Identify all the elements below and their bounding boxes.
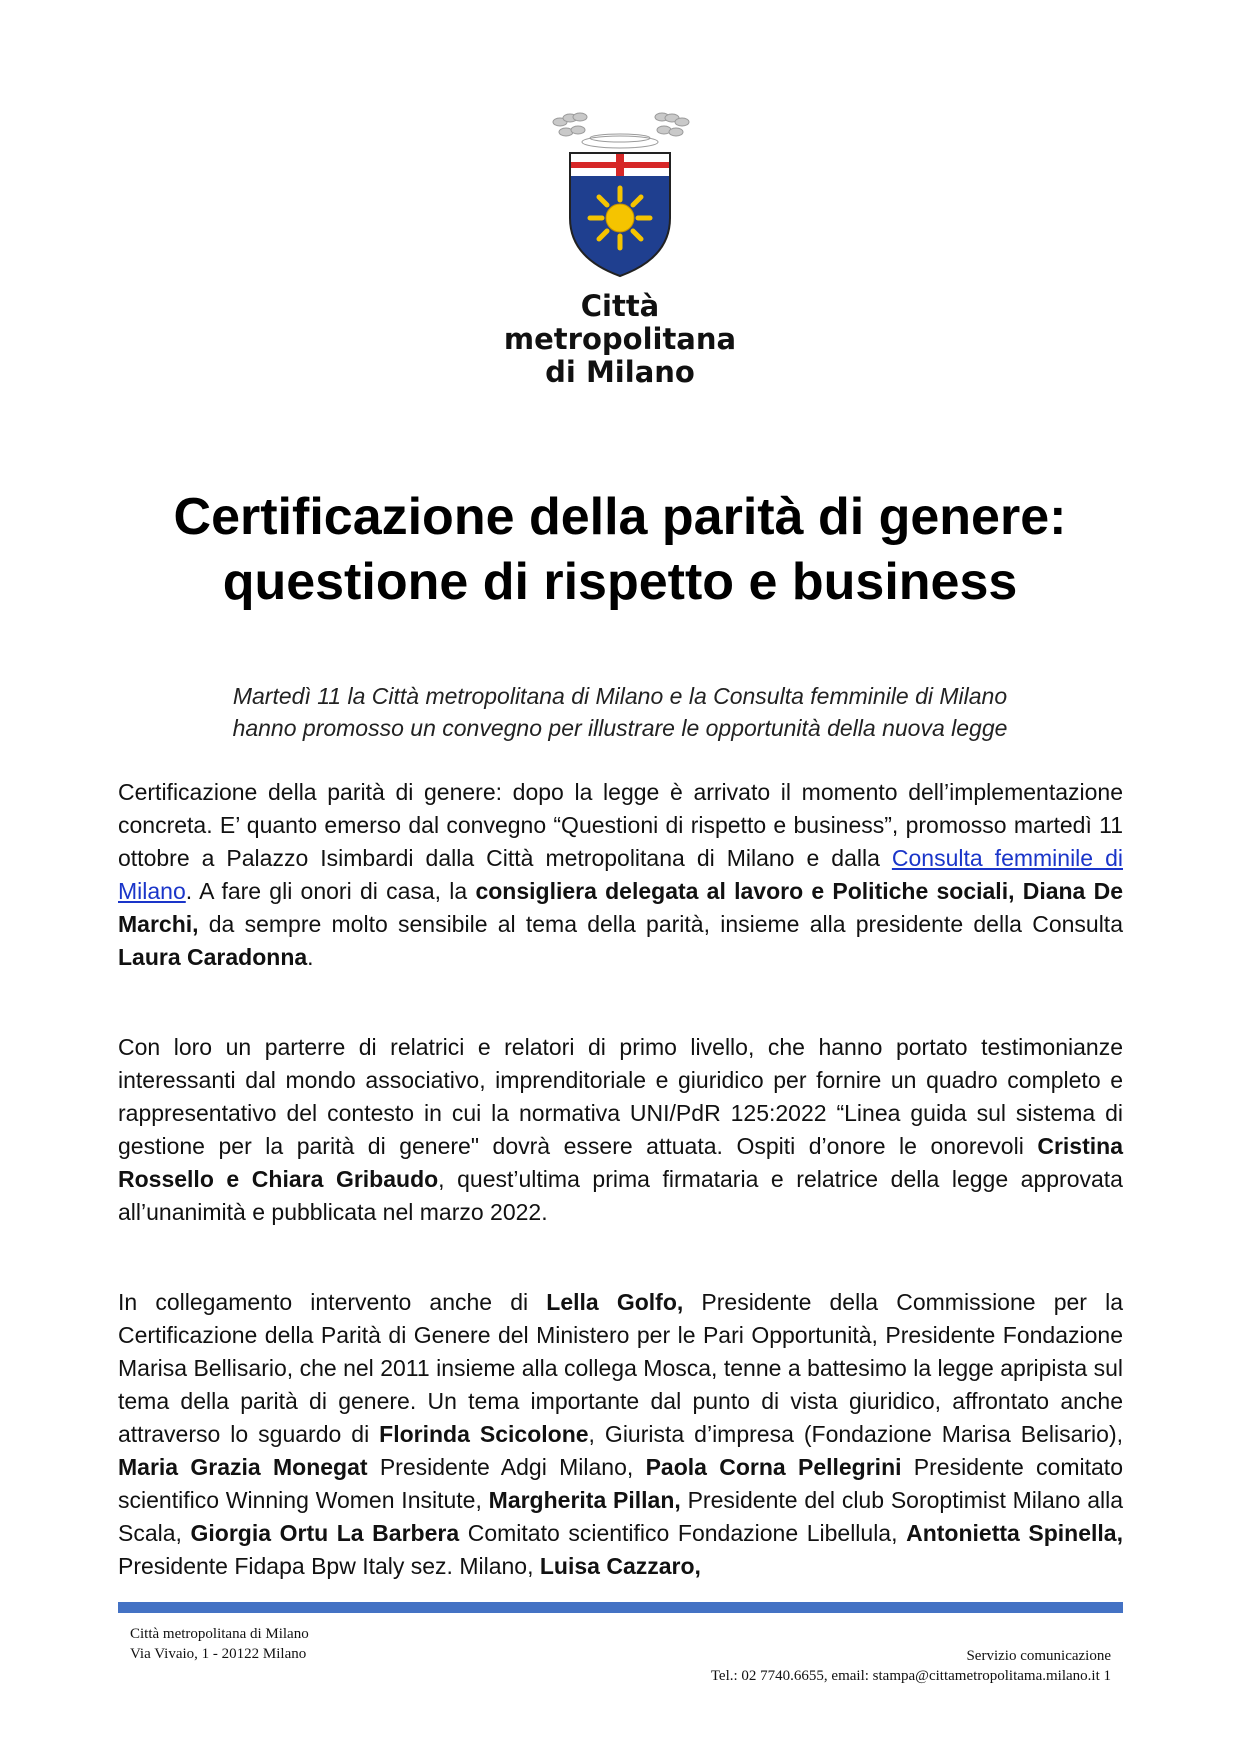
bold-run: Giorgia Ortu La Barbera	[190, 1520, 460, 1546]
text-run: In collegamento intervento anche di	[118, 1289, 547, 1315]
page-title	[100, 485, 1140, 615]
text-run: . A fare gli onori di casa, la	[185, 878, 476, 904]
footer-line: Servizio comunicazione	[966, 1648, 1111, 1664]
logo-line: Città	[580, 289, 660, 323]
text-run: Presidente comitato scientifico Winning Women Insitute,	[118, 1454, 1123, 1513]
paragraph-2	[118, 1031, 1123, 1229]
wreath-icon	[553, 113, 689, 148]
footer-line: Via Vivaio, 1 - 20122 Milano	[130, 1646, 307, 1662]
footer-divider	[118, 1602, 1123, 1613]
logo-line: metropolitana	[503, 322, 737, 356]
title-line: questione di rispetto e business	[222, 553, 1018, 611]
text-run: da sempre molto sensibile al tema della parità, insieme alla presidente della Consulta	[198, 911, 1123, 937]
title-line: Certificazione della parità di genere:	[173, 488, 1067, 546]
text-run: Certificazione della parità di genere: dopo la legge è arrivato il momento dell’implementazione concreta. E’ quanto emerso dal convegno “Questioni di rispetto e business”, promosso martedì 11 ottobre a Palazzo Isimbardi dalla Città metropolitana di Milano e dalla	[118, 779, 1123, 871]
logo-line: di Milano	[545, 355, 695, 389]
bold-run: Laura Caradonna	[118, 944, 308, 970]
text-run: Presidente Fidapa Bpw Italy sez. Milano,	[118, 1553, 540, 1579]
bold-run: Florinda Scicolone	[379, 1421, 589, 1447]
footer-address	[130, 1624, 309, 1664]
text-run: .	[307, 944, 314, 970]
text-run: Presidente del club Soroptimist Milano alla Scala,	[118, 1487, 1124, 1546]
text-run: Presidente Adgi Milano,	[367, 1454, 646, 1480]
footer-line	[711, 1666, 1111, 1686]
text-run: Comitato scientifico Fondazione Libellula,	[459, 1520, 907, 1546]
text-run: , quest’ultima prima firmataria e relatrice della legge approvata all’unanimità e pubblicata nel marzo 2022.	[118, 1166, 1123, 1225]
text-run: Con loro un parterre di relatrici e relatori di primo livello, che hanno portato testimonianze interessanti dal mondo associativo, imprenditoriale e giuridico per fornire un quadro completo e rappresentativo del contesto in cui la normativa UNI/PdR 125:2022 “Linea guida sul sistema di gestione per la parità di genere" dovrà essere attuata. Ospiti d’onore le onorevoli	[118, 1034, 1123, 1159]
footer-contact-info: Tel.: 02 7740.6655, email: stampa@cittametropolitama.milano.it	[710, 1668, 1100, 1684]
subtitle-line: hanno promosso un convegno per illustrare le opportunità della nuova legge	[232, 715, 1008, 741]
logo-text	[470, 290, 770, 389]
paragraph-3	[118, 1286, 1123, 1583]
subtitle-line: Martedì 11 la Città metropolitana di Milano e la Consulta femminile di Milano	[232, 683, 1008, 709]
footer-contact	[711, 1646, 1111, 1686]
subtitle	[150, 680, 1090, 744]
bold-run: consigliera delegata al lavoro e Politiche sociali, Diana De Marchi,	[118, 878, 1123, 937]
bold-run: Luisa Cazzaro,	[539, 1553, 701, 1579]
bold-run: Lella Golfo,	[546, 1289, 684, 1315]
page-number: 1	[1103, 1668, 1111, 1684]
text-run: Presidente della Commissione per la Certificazione della Parità di Genere del Ministero per le Pari Opportunità, Presidente Fondazione Marisa Bellisario, che nel 2011 insieme alla collega Mosca, tenne a battesimo la legge apripista sul tema della parità di genere. Un tema importante dal punto di vista giuridico, affrontato anche attraverso lo sguardo di	[118, 1289, 1123, 1447]
bold-run: Antonietta Spinella,	[906, 1520, 1123, 1546]
bold-run: Margherita Pillan,	[488, 1487, 681, 1513]
text-run: , Giurista d’impresa (Fondazione Marisa Belisario),	[588, 1421, 1123, 1447]
coat-of-arms-graphic	[540, 108, 700, 278]
paragraph-1	[118, 776, 1123, 974]
bold-run: Maria Grazia Monegat	[118, 1454, 368, 1480]
consulta-femminile-link[interactable]: Consulta femminile di Milano	[118, 845, 1123, 904]
footer-line: Città metropolitana di Milano	[130, 1626, 309, 1642]
bold-run: Cristina Rossello e Chiara Gribaudo	[118, 1133, 1123, 1192]
coat-of-arms-icon	[540, 108, 700, 278]
bold-run: Paola Corna Pellegrini	[645, 1454, 902, 1480]
